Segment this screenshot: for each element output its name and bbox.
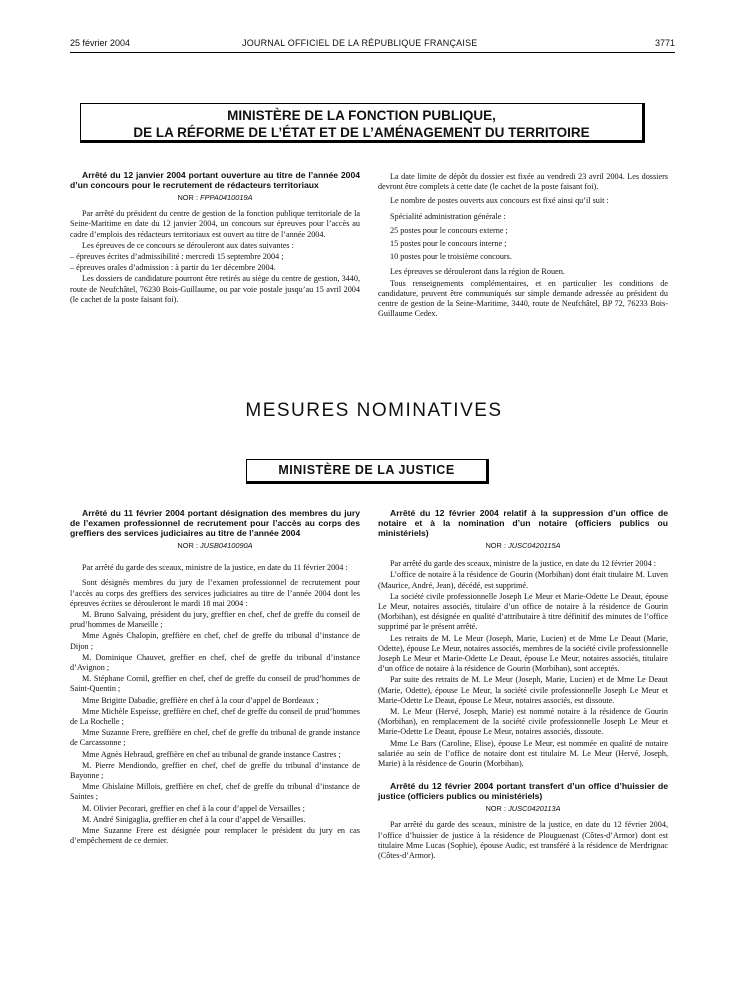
arrete1-nor: NOR : FPPA0410019A	[177, 193, 253, 202]
arrete1-p2: Les épreuves de ce concours se dérouleront aux dates suivantes :	[82, 240, 294, 250]
arrete4-title: Arrêté du 12 février 2004 portant transfert d’un office d’huissier de justice (officiers publics ou ministériels)	[378, 781, 668, 802]
arrete3-p3: La société civile professionnelle Joseph Le Meur et Marie-Odette Le Deaut, épouse Le Meur, notaires associés, titulaire d’un office de notaire à la résidence de Gourin (Morbihan), est désignée en qualité d’attributaire à titre définitif des minutes de l’office supprimé par le présent arrêté.	[378, 591, 668, 632]
arrete1-p12: Les épreuves se dérouleront dans la région de Rouen.	[390, 267, 565, 277]
arrete3-p5: Par suite des retraits de M. Le Meur (Joseph, Marie, Lucien) et de Mme Le Deaut (Marie, Odette), épouse Le Meur, la société civile professionnelle Joseph Le Meur et Marie-Odette Le Deaut, épouse Le Meur, notaires associés, est dissoute.	[378, 675, 668, 705]
arrete4-p1: Par arrêté du garde des sceaux, ministre de la justice, en date du 12 février 2004, l’office d’huissier de justice à la résidence de Plouguenast (Côtes-d’Armor) dont est titulaire Mme Lucas (Sophie), épouse Audic, est transféré à la résidence de Merdrignac (Côtes-d’Armor).	[378, 820, 668, 861]
arrete1-p4: – épreuves orales d’admission : à partir du 1er décembre 2004.	[70, 263, 276, 273]
header-date: 25 février 2004	[70, 38, 131, 48]
arrete1-right-column	[378, 172, 668, 320]
jury-member: Mme Agnès Chalopin, greffière en chef, chef de greffe du tribunal d’instance de Dijon ;	[70, 631, 360, 651]
ministry-line1: MINISTÈRE DE LA FONCTION PUBLIQUE,	[227, 108, 496, 123]
arrete3-p4: Les retraits de M. Le Meur (Joseph, Marie, Lucien) et de Mme Le Deaut (Marie, Odette), épouse Le Meur, notaires associés, membres de la société civile professionnelle Joseph Le Meur et Marie-Odette Le Deaut, épouse Le Meur, notaires associés, titulaire d’un office de notaire à la résidence de Gourin (Morbihan), sont acceptés.	[378, 633, 668, 674]
jury-member: Mme Ghislaine Millois, greffière en chef, chef de greffe du tribunal d’instance de Saintes ;	[70, 782, 360, 802]
arrete2-title: Arrêté du 11 février 2004 portant désignation des membres du jury de l’examen professionnel de recrutement pour l’accès au corps des greffiers des services judiciaires au titre de l’année 2004	[70, 508, 360, 538]
jury-member: M. Bruno Salvaing, président du jury, greffier en chef, chef de greffe du conseil de prud’hommes de Marseille ;	[70, 610, 360, 630]
jury-member: Mme Suzanne Frere, greffière en chef, chef de greffe du tribunal de grande instance de Carcassonne ;	[70, 728, 360, 748]
arrete1-p9: 25 postes pour le concours externe ;	[390, 225, 508, 235]
arrete1-p7: Le nombre de postes ouverts aux concours est fixé ainsi qu’il suit :	[390, 196, 609, 206]
jury-member: M. Stéphane Cornil, greffier en chef, chef de greffe du conseil de prud’hommes de Saint-Quentin ;	[70, 674, 360, 694]
arrete2-p2: Sont désignés membres du jury de l’examen professionnel de recrutement pour l’accès au corps des greffiers des services judiciaires au titre de l’année 2004 dont les épreuves écrites se dérouleront le mardi 18 mai 2004 :	[70, 578, 360, 608]
jury-member: M. André Sinigaglia, greffier en chef à la cour d’appel de Versailles.	[82, 814, 306, 824]
jury-member: M. Pierre Mendiondo, greffier en chef, chef de greffe du tribunal d’instance de Bayonne ;	[70, 760, 360, 781]
arrete3-p1: Par arrêté du garde des sceaux, ministre de la justice, en date du 12 février 2004 :	[390, 559, 656, 569]
arrete1-p1: Par arrêté du président du centre de gestion de la fonction publique territoriale de la Seine-Maritime en date du 12 janvier 2004, un concours sur épreuves pour l’accès au cadre d’emplois des rédacteurs territoriaux est ouvert au titre de l’année 2004.	[70, 209, 360, 239]
arrete1-p11: 10 postes pour le troisième concours.	[390, 252, 512, 262]
arrete1-p5: Les dossiers de candidature pourront être retirés au siège du centre de gestion, 3440, route de Neufchâtel, 76230 Bois-Guillaume, ou par voie postale jusqu’au 15 avril 2004 (le cachet de la poste faisant foi).	[70, 274, 360, 304]
arrete2-p-last: Mme Suzanne Frere est désignée pour remplacer le président du jury en cas d’empêchement de ce dernier.	[70, 826, 360, 846]
jury-member: Mme Agnès Hebraud, greffière en chef au tribunal de grande instance Castres ;	[82, 749, 341, 759]
arrete1-p10: 15 postes pour le concours interne ;	[390, 239, 507, 249]
jury-member: Mme Michèle Espeisse, greffière en chef, chef de greffe du conseil de prud’hommes de La Rochelle ;	[70, 706, 360, 727]
arrete2-nor: NOR : JUSB0410090A	[177, 541, 253, 550]
header-journal-title: JOURNAL OFFICIEL DE LA RÉPUBLIQUE FRANÇAISE	[242, 38, 478, 48]
arrete1-p6: La date limite de dépôt du dossier est fixée au vendredi 23 avril 2004. Les dossiers devront être complets à cette date (le cachet de la poste faisant foi).	[378, 172, 668, 192]
arrete3-p2: L’office de notaire à la résidence de Gourin (Morbihan) dont était titulaire M. Luven (Maurice, André, Jean), décédé, est supprimé.	[378, 570, 668, 590]
jury-member: Mme Brigitte Dabadie, greffière en chef à la cour d’appel de Bordeaux ;	[82, 695, 319, 705]
arrete1-p8: Spécialité administration générale :	[390, 211, 506, 221]
arrete2-column	[70, 508, 360, 847]
arrete3-p6: M. Le Meur (Hervé, Joseph, Marie) est nommé notaire à la résidence de Gourin (Morbihan), en remplacement de la société civile professionnelle Joseph Le Meur et Marie-Odette Le Deaut, épouse Le Meur, notaires associés, dissoute.	[378, 707, 668, 737]
ministry-line2: DE LA RÉFORME DE L’ÉTAT ET DE L’AMÉNAGEMENT DU TERRITOIRE	[133, 125, 590, 140]
arrete3-p7: Mme Le Bars (Caroline, Elise), épouse Le Meur, est nommée en qualité de notaire salariée au sein de l’office de notaire dont est titulaire M. Le Meur (Hervé, Joseph, Marie) à la résidence de Gourin (Morbihan).	[378, 738, 668, 769]
ministry-fonction-publique-box	[80, 103, 645, 143]
arrete3-title: Arrêté du 12 février 2004 relatif à la suppression d’un office de notaire et à la nomination d’un notaire (officiers publics ou ministériels)	[378, 508, 668, 538]
arrete1-p3: – épreuves écrites d’admissibilité : mercredi 15 septembre 2004 ;	[70, 252, 284, 262]
arrete3-4-column	[378, 508, 668, 862]
arrete2-p1: Par arrêté du garde des sceaux, ministre de la justice, en date du 11 février 2004 :	[82, 563, 348, 573]
header-page-number: 3771	[654, 38, 675, 48]
arrete2-nor-code: JUSB0410090A	[200, 541, 253, 550]
arrete3-nor: NOR : JUSC0420115A	[485, 541, 561, 550]
jury-member: M. Olivier Pecorari, greffier en chef à la cour d’appel de Versailles ;	[82, 803, 305, 813]
ministry-justice-box: MINISTÈRE DE LA JUSTICE	[246, 459, 489, 484]
jury-member: M. Dominique Chauvet, greffier en chef, chef de greffe du tribunal d’instance d’Avignon ;	[70, 652, 360, 673]
mesures-nominatives-heading: MESURES NOMINATIVES	[245, 400, 503, 421]
arrete3-nor-code: JUSC0420115A	[508, 541, 561, 550]
arrete1-title: Arrêté du 12 janvier 2004 portant ouverture au titre de l’année 2004 d’un concours pour le recrutement de rédacteurs territoriaux	[70, 170, 360, 190]
arrete4-nor: NOR : JUSC0420113A	[485, 804, 561, 814]
arrete1-nor-code: FPPA0410019A	[200, 193, 253, 202]
page-header	[70, 38, 675, 53]
arrete4-nor-code: JUSC0420113A	[508, 804, 561, 814]
arrete1-left-column	[70, 170, 360, 306]
arrete1-p13: Tous renseignements complémentaires, et en particulier les conditions de candidature, peuvent être communiqués sur simple demande adressée au président du centre de gestion de la Seine-Maritime, 3440, route de Neufchâtel, BP 72, 76233 Bois-Guillaume Cedex.	[378, 278, 668, 319]
